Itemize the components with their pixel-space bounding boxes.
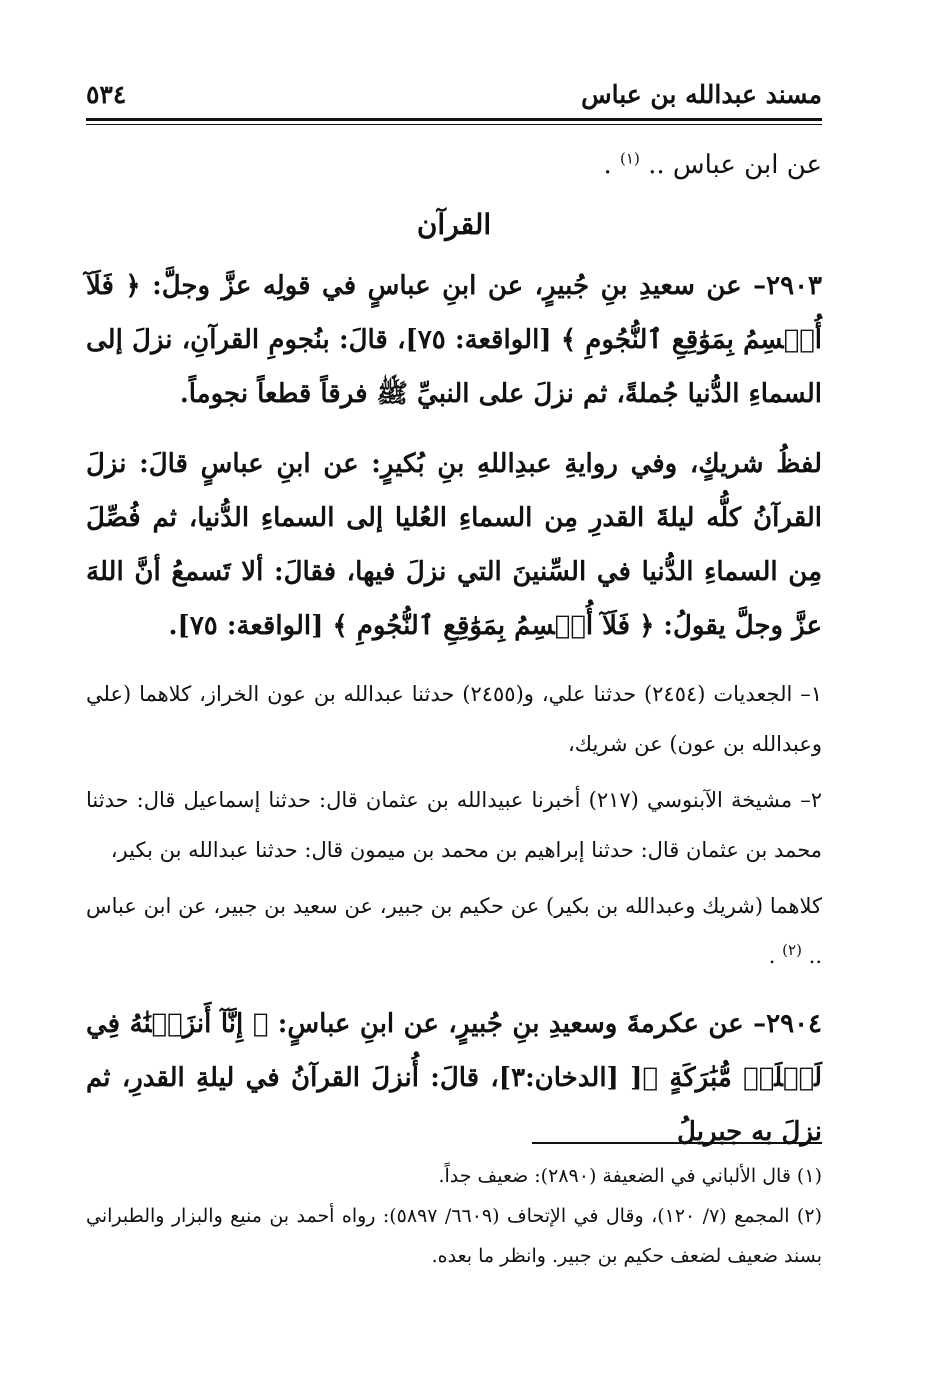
footnote-separator [532, 1142, 822, 1144]
hadith-2904: ٢٩٠٤– عن عكرمةَ وسعيدِ بنِ جُبيرٍ، عن ابنِ عباسٍ: ﴿ إِنَّآ أَنزَلۡنَٰهُ فِي لَيۡلَةٖ مُّبَٰرَكَةٍ ﴾[ [الدخان:٣]، قالَ: أُنزلَ القرآنُ في ليلةِ القدرِ، ثم نزلَ به جبريلُ [86, 1009, 822, 1147]
header-rule [86, 118, 822, 121]
hadith-2903: ٢٩٠٣– عن سعيدِ بنِ جُبيرٍ، عن ابنِ عباسٍ في قولِه عزَّ وجلَّ: ﴿ فَلَآ أُقۡسِمُ بِمَوَٰقِعِ ٱلنُّجُومِ ﴾ [الواقعة: ٧٥]، قالَ: بنُجومِ القرآنِ، نزلَ إلى السماءِ الدُّنيا جُملةً، ثم نزلَ على النبيِّ ﷺ فرقاً قطعاً نجوماً. [86, 271, 823, 409]
main-text [86, 138, 822, 1159]
footnote-2: (٢) المجمع (٧/ ١٢٠)، وقال في الإتحاف (٦٦٠٩/ ٥٨٩٧): رواه أحمد بن منيع والبزار والطبراني بسند ضعيف لضعف حكيم بن جبير. وانظر ما بعده. [86, 1205, 822, 1267]
footnote-ref-2: (٢) [782, 941, 802, 959]
footnote-1: (١) قال الألباني في الضعيفة (٢٨٩٠): ضعيف جداً. [438, 1165, 822, 1187]
page-number: ٥٣٤ [86, 80, 127, 109]
section-heading: القرآن [416, 208, 492, 241]
takhrij-joint-text: كلاهما (شريك وعبدالله بن بكير) عن حكيم بن جبير، عن سعيد بن جبير، عن ابن عباس .. [86, 894, 822, 968]
running-header [86, 78, 822, 114]
takhrij-joint [86, 881, 822, 981]
intro-tail: . [603, 150, 612, 180]
footnote-ref-1: (١) [620, 149, 640, 168]
footnotes [86, 1156, 822, 1276]
hadith-2903-variant: لفظُ شريكٍ، وفي روايةِ عبدِاللهِ بنِ بُكيرٍ: عن ابنِ عباسٍ قالَ: نزلَ القرآنُ كلُّه ليلةَ القدرِ مِن السماءِ العُليا إلى السماءِ الدُّنيا، ثم فُصِّلَ مِن السماءِ الدُّنيا في السِّنينَ التي نزلَ فيها، فقالَ: ألا تَسمعُ أنَّ اللهَ عزَّ وجلَّ يقولُ: ﴿ فَلَآ أُقۡسِمُ بِمَوَٰقِعِ ٱلنُّجُومِ ﴾ [الواقعة: ٧٥]. [86, 449, 822, 641]
takhrij-2: ٢– مشيخة الآبنوسي (٢١٧) أخبرنا عبيدالله بن عثمان قال: حدثنا إسماعيل قال: حدثنا محمد بن عثمان قال: حدثنا إبراهيم بن محمد بن ميمون قال: حدثنا عبدالله بن بكير، [86, 788, 822, 862]
takhrij-joint-tail: . [768, 944, 776, 968]
header-rule-thin [86, 124, 822, 125]
intro-text: عن ابن عباس .. [648, 150, 822, 180]
intro-line [86, 138, 822, 192]
takhrij-1: ١– الجعديات (٢٤٥٤) حدثنا علي، و(٢٤٥٥) حدثنا عبدالله بن عون الخراز، كلاهما (علي وعبدالله بن عون) عن شريك، [86, 682, 823, 756]
header-title: مسند عبدالله بن عباس [581, 80, 822, 109]
